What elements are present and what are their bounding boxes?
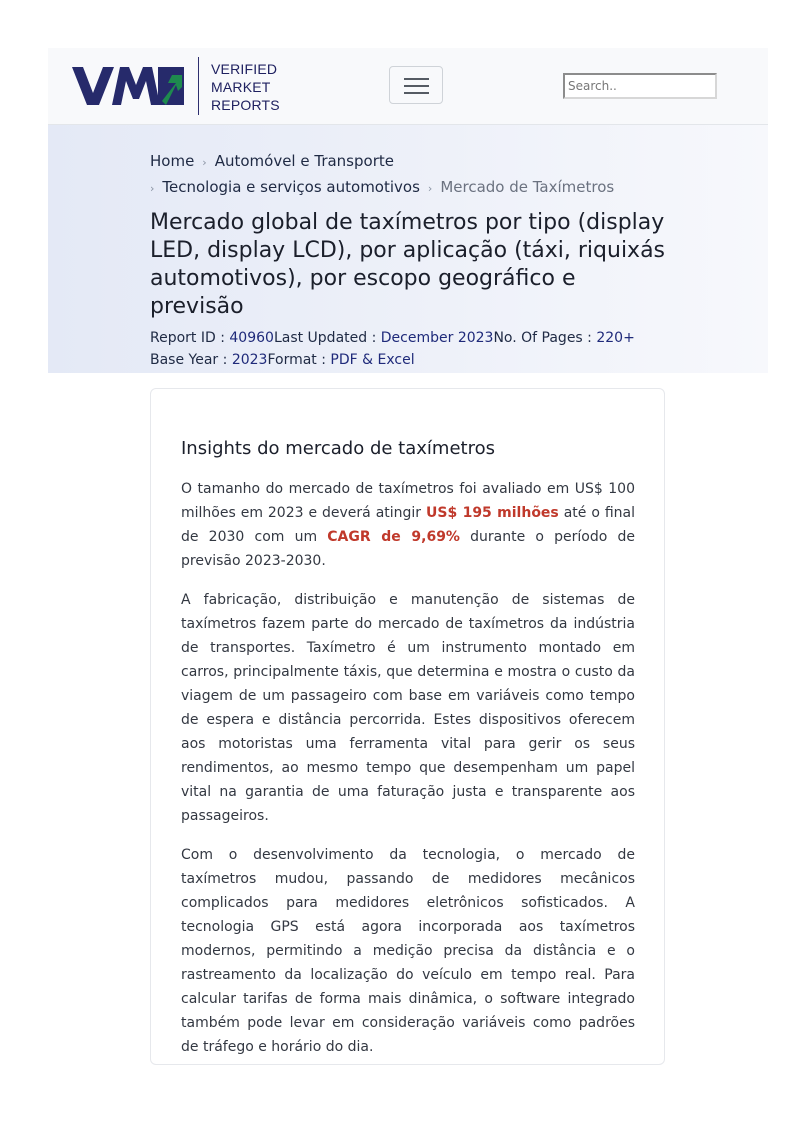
- chevron-right-icon: ›: [150, 182, 155, 195]
- insights-paragraph-2: A fabricação, distribuição e manutenção de sistemas de taxímetros fazem parte do mercado de taxímetros da indústria de transportes. Taxímetro é um instrumento montado em carros, principalmente táxis, que determina e mostra o custo da viagem de um passageiro com base em variáveis como tempo de espera e distância percorrida. Estes dispositivos oferecem aos motoristas uma ferramenta vital para gerir os seus rendimentos, ao mesmo tempo que desempenham um papel vital na garantia de uma faturação justa e transparente aos passageiros.: [181, 592, 635, 824]
- breadcrumb-automotive-tech[interactable]: Tecnologia e serviços automotivos: [162, 178, 420, 196]
- page-title: Mercado global de taxímetros por tipo (display LED, display LCD), por aplicação (táxi, riquixás automotivos), por escopo geográfico e previsão: [150, 210, 666, 319]
- format-value: PDF & Excel: [330, 352, 415, 368]
- brand-line-2: MARKET: [211, 79, 271, 95]
- brand-line-1: VERIFIED: [211, 61, 278, 77]
- breadcrumb-automotive[interactable]: Automóvel e Transporte: [214, 152, 394, 170]
- last-updated-label: Last Updated :: [273, 330, 381, 346]
- breadcrumb-home[interactable]: Home: [150, 152, 195, 170]
- breadcrumb-current: Mercado de Taxímetros: [440, 178, 615, 196]
- hamburger-icon: [404, 92, 429, 94]
- logo-divider: [198, 57, 199, 115]
- chevron-right-icon: ›: [427, 182, 433, 195]
- brand-line-3: REPORTS: [211, 97, 280, 113]
- market-size-highlight: US$ 195 milhões: [426, 505, 559, 521]
- report-id-label: Report ID :: [150, 330, 230, 346]
- cagr-highlight: CAGR de 9,69%: [327, 529, 460, 545]
- last-updated-value: December 2023: [380, 330, 494, 346]
- base-year-label: Base Year :: [150, 352, 232, 368]
- site-header: [48, 48, 768, 125]
- breadcrumb-row: [150, 149, 614, 175]
- p1-text-c: durante o período de previsão 2023-2030.: [181, 529, 635, 569]
- report-hero: [48, 125, 768, 373]
- menu-toggle-button[interactable]: [389, 66, 443, 104]
- hamburger-icon: [404, 85, 429, 87]
- meta-row: [150, 349, 635, 371]
- base-year-value: 2023: [231, 352, 268, 368]
- insights-paragraph-3: Com o desenvolvimento da tecnologia, o mercado de taxímetros mudou, passando de medidores mecânicos complicados para medidores eletrônicos sofisticados. A tecnologia GPS está agora incorporada aos taxímetros modernos, permitindo a medição precisa da distância e o rastreamento da localização do veículo em tempo real. Para calcular tarifas de forma mais dinâmica, o software integrado também pode levar em consideração variáveis como padrões de tráfego e horário do dia.: [181, 847, 635, 1055]
- p1-text-b: até o final de 2030 com um: [181, 505, 635, 545]
- brand-wordmark[interactable]: [211, 60, 280, 114]
- report-id-value: 40960: [229, 330, 274, 346]
- pages-value: 220+: [596, 330, 635, 346]
- insights-body: [181, 477, 635, 1074]
- breadcrumb: [150, 149, 614, 201]
- hamburger-icon: [404, 78, 429, 80]
- insights-card: [150, 388, 665, 1065]
- search-input[interactable]: [563, 73, 717, 99]
- report-meta: [150, 327, 635, 371]
- p1-text-a: O tamanho do mercado de taxímetros foi avaliado em US$ 100 milhões em 2023 e deverá atingir: [181, 481, 635, 521]
- vmr-logo-icon[interactable]: [72, 67, 184, 105]
- insights-heading: Insights do mercado de taxímetros: [181, 438, 495, 459]
- insights-paragraph-1: [181, 477, 635, 573]
- breadcrumb-row: [150, 175, 614, 201]
- pages-label: No. Of Pages :: [493, 330, 597, 346]
- format-label: Format :: [267, 352, 331, 368]
- page: [48, 48, 768, 373]
- meta-row: [150, 327, 635, 349]
- chevron-right-icon: ›: [202, 156, 207, 169]
